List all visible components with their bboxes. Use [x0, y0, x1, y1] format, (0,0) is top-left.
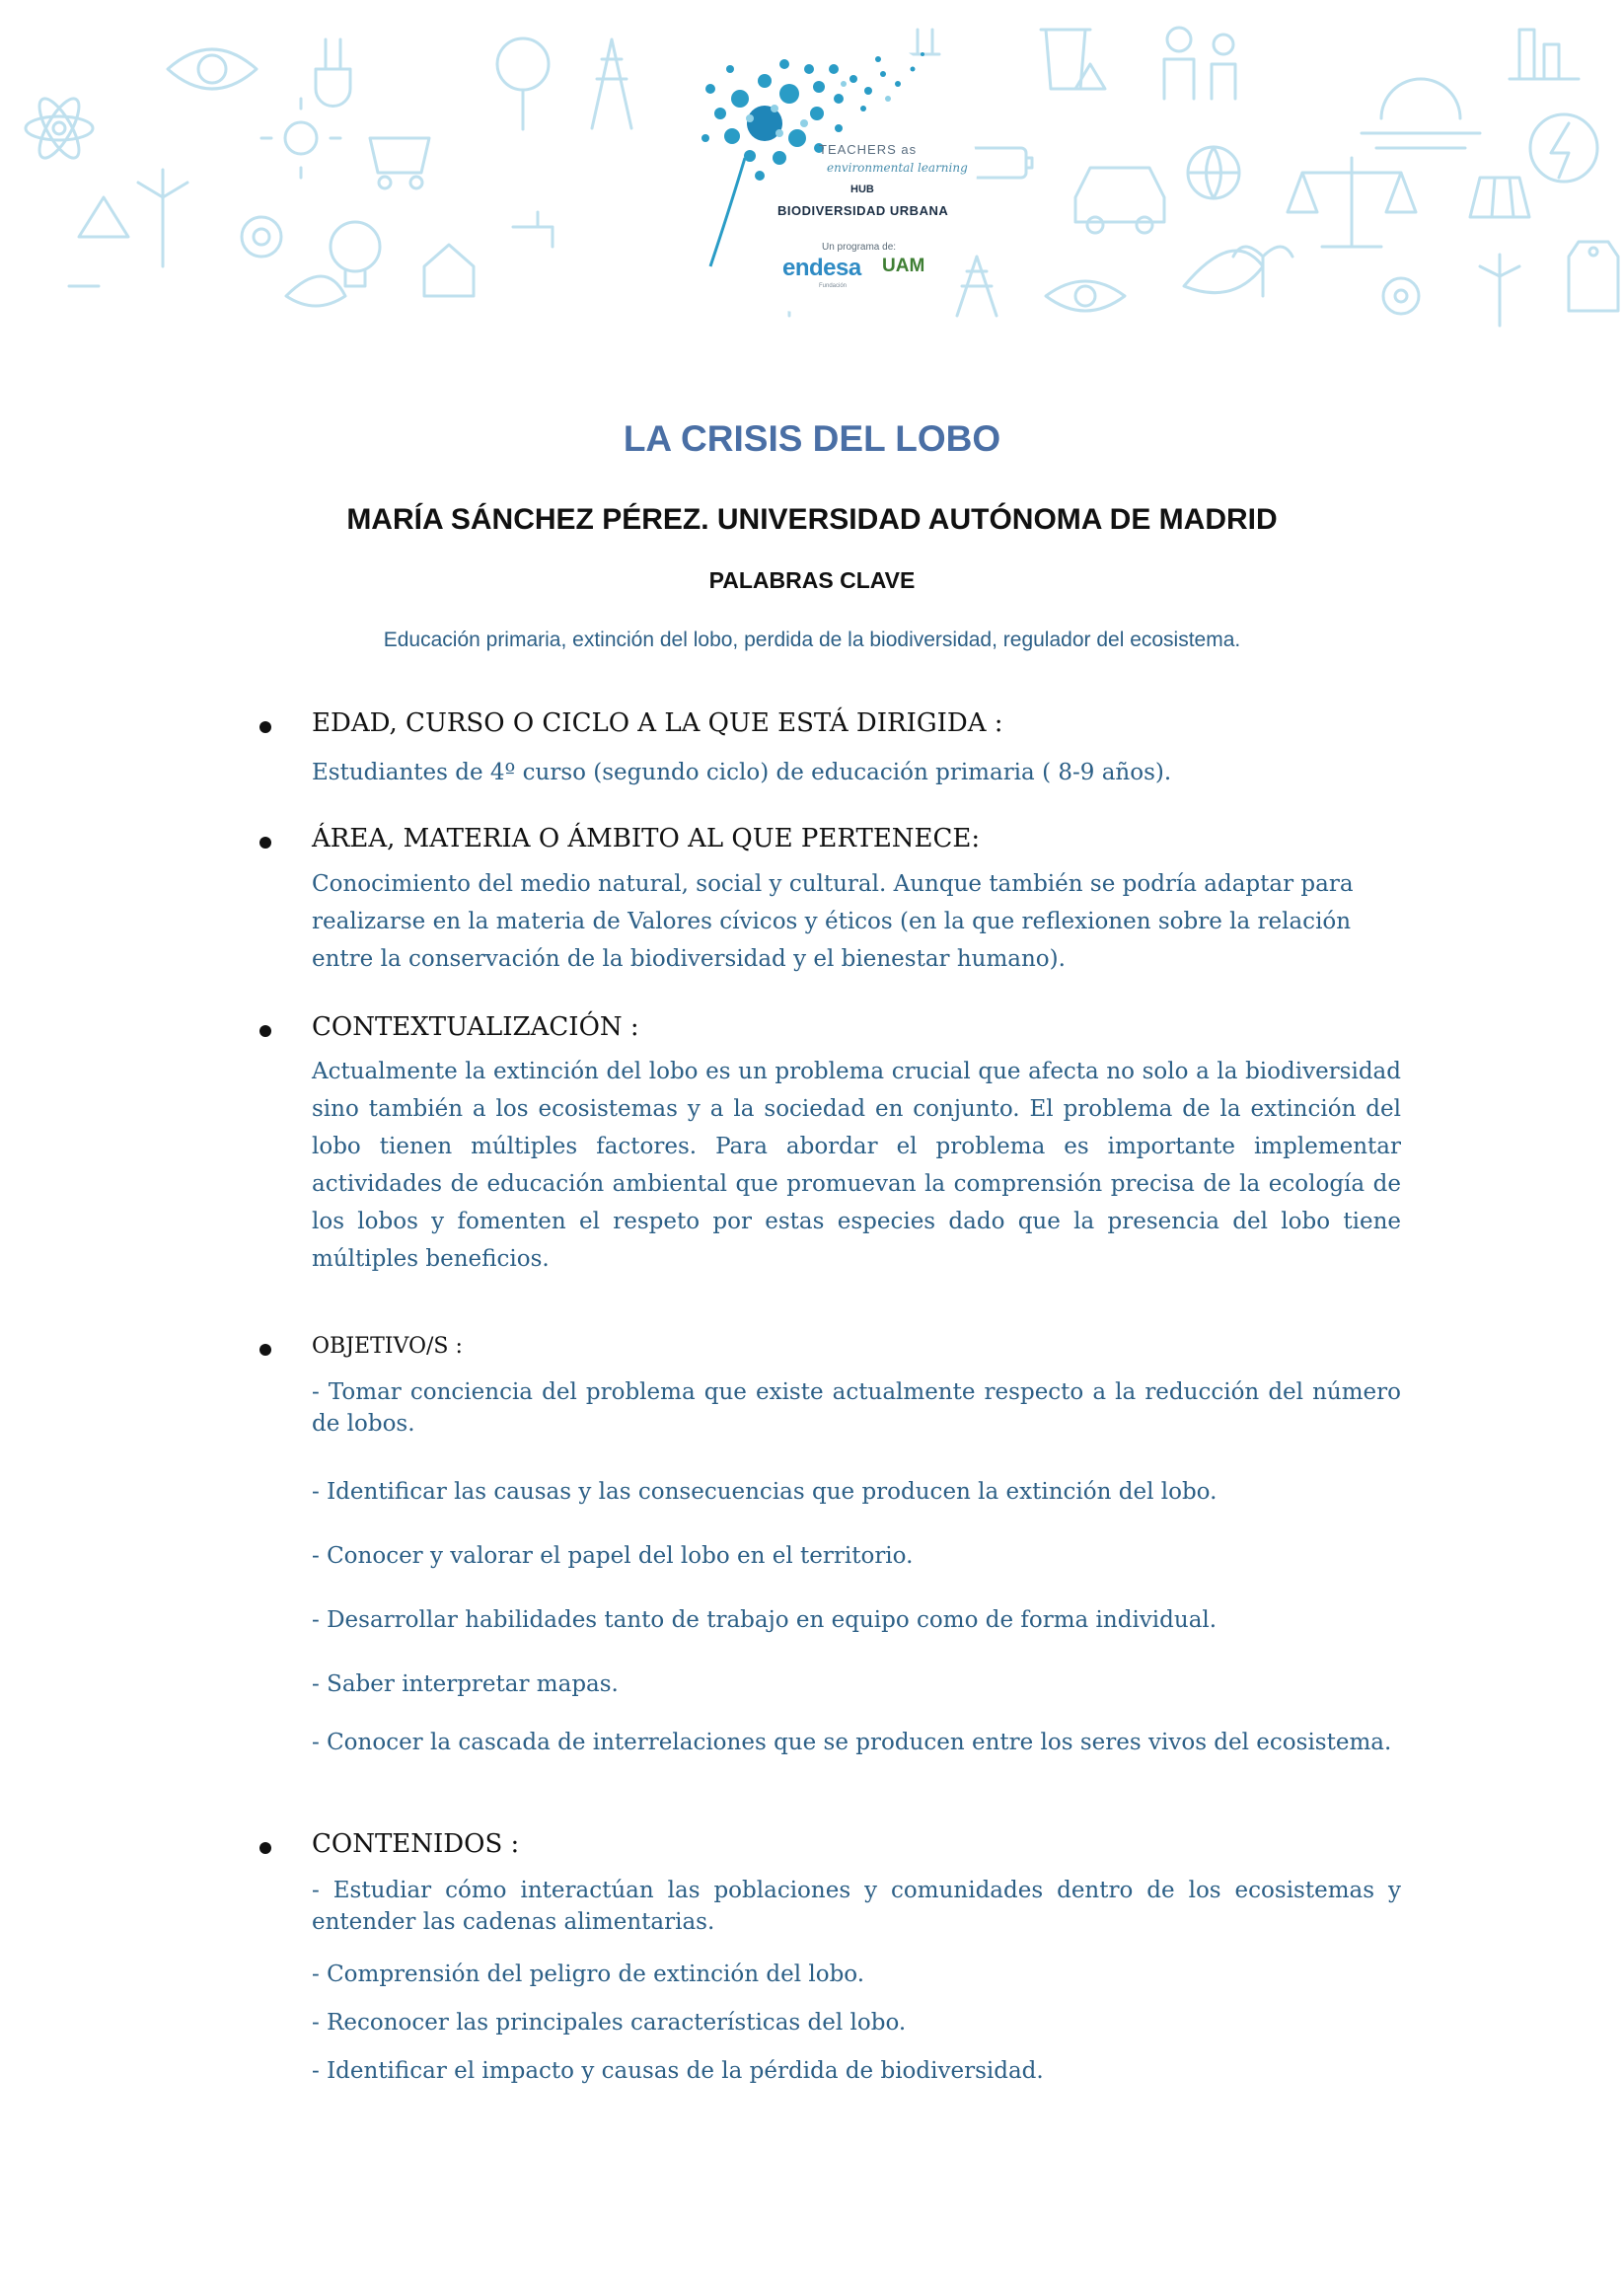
section-heading-area: ÁREA, MATERIA O ÁMBITO AL QUE PERTENECE: — [312, 824, 981, 853]
bulb-icon — [331, 222, 380, 286]
objetivo-item: - Saber interpretar mapas. — [312, 1671, 619, 1697]
bullet-icon — [259, 1344, 271, 1356]
objetivo-item: - Tomar conciencia del problema que existe actualmente respecto a la reducción del número de lobos. — [312, 1379, 1401, 1437]
leaf-icon-2 — [1184, 251, 1263, 293]
globe-icon — [1188, 147, 1239, 198]
section-body-edad: Estudiantes de 4º curso (segundo ciclo) de educación primaria ( 8-9 años). — [312, 760, 1172, 785]
logo-teachers-text: TEACHERS as — [819, 142, 918, 157]
bullet-icon — [259, 1842, 271, 1854]
section-heading-objetivos: OBJETIVO/S : — [312, 1334, 463, 1359]
bullet-icon — [259, 837, 271, 849]
endesa-logo: endesa — [782, 255, 861, 281]
section-heading-edad: EDAD, CURSO O CICLO A LA QUE ESTÁ DIRIGIDA : — [312, 708, 1003, 738]
sun-icon — [261, 99, 340, 178]
contenido-item: - Estudiar cómo interactúan las poblaciones y comunidades dentro de los ecosistemas y entender las cadenas alimentarias. — [312, 1878, 1401, 1935]
leaf-icon — [286, 276, 345, 306]
plant-icon — [1233, 247, 1292, 296]
section-heading-contenidos: CONTENIDOS : — [312, 1829, 520, 1859]
logo-environmental-text: environmental learning — [827, 161, 968, 175]
keywords-heading: PALABRAS CLAVE — [708, 567, 916, 593]
document-author: MARÍA SÁNCHEZ PÉREZ. UNIVERSIDAD AUTÓNOMA DE MADRID — [346, 503, 1278, 536]
uam-logo: UAM — [882, 256, 925, 276]
logo-program-title: BIODIVERSIDAD URBANA — [777, 203, 949, 218]
car-icon — [1075, 168, 1164, 233]
factory-icon — [1510, 30, 1579, 79]
bullet-icon — [259, 1025, 271, 1037]
header-banner — [0, 0, 1624, 340]
bullet-icon — [259, 721, 271, 733]
gear-icon — [242, 217, 281, 257]
house-icon — [424, 245, 474, 296]
objetivo-item: - Identificar las causas y las consecuencias que producen la extinción del lobo. — [312, 1479, 1218, 1505]
lightning-icon — [1530, 114, 1597, 182]
eye-icon — [168, 49, 257, 89]
trash-icon — [1041, 30, 1090, 89]
objetivo-item: - Conocer y valorar el papel del lobo en el territorio. — [312, 1543, 914, 1569]
atom-icon — [26, 94, 93, 164]
objetivo-item: - Desarrollar habilidades tanto de trabajo en equipo como de forma individual. — [312, 1607, 1218, 1633]
gear-icon-2 — [1383, 278, 1419, 314]
section-body-area: Conocimiento del medio natural, social y cultural. Aunque también se podría adaptar para realizarse en la materia de Valores cívicos y éticos (en la que reflexionen sobre la relación entre la conservación de la biodiversidad y el bienestar humano). — [312, 871, 1354, 972]
faucet-icon — [513, 212, 553, 247]
contenido-item: - Comprensión del peligro de extinción del lobo. — [312, 1962, 865, 1987]
document-title: LA CRISIS DEL LOBO — [623, 418, 1001, 459]
eye-icon-2 — [1046, 281, 1125, 311]
keywords-text: Educación primaria, extinción del lobo, perdida de la biodiversidad, regulador del ecosistema. — [383, 629, 1241, 651]
turbine-icon-2 — [1480, 255, 1519, 326]
logo-program-by: Un programa de: — [822, 242, 897, 253]
people-icon — [1164, 28, 1235, 99]
logo-hub-text: HUB — [850, 184, 874, 195]
contenido-item: - Identificar el impacto y causas de la pérdida de biodiversidad. — [312, 2058, 1044, 2084]
plug-icon — [316, 39, 350, 107]
recycle-icon — [69, 197, 128, 286]
endesa-logo-sub: Fundación — [819, 283, 848, 289]
scales-icon — [1288, 158, 1416, 247]
wind-turbine-icon — [138, 170, 187, 266]
objetivo-item: - Conocer la cascada de interrelaciones que se producen entre los seres vivos del ecosistema. — [312, 1730, 1392, 1755]
cart-icon — [370, 138, 429, 188]
tree-icon — [497, 38, 549, 129]
section-body-contexto: Actualmente la extinción del lobo es un problema crucial que afecta no solo a la biodiversidad sino también a los ecosistemas y a la sociedad en conjunto. El problema de la extinción del lobo tienen múltiples factores. Para abordar el problema es importante implementar actividades de educación ambiental que promuevan la comprensión precisa de la ecología de los lobos y fomenten el respeto por estas especies dado que la presencia del lobo tiene múltiples beneficios. — [312, 1059, 1401, 1272]
solar-icon — [1470, 178, 1529, 217]
contenido-item: - Reconocer las principales características del lobo. — [312, 2010, 907, 2036]
section-heading-contexto: CONTEXTUALIZACIÓN : — [312, 1012, 639, 1042]
tag-icon — [1569, 242, 1618, 311]
tower-icon — [592, 39, 631, 128]
pylon-icon — [957, 257, 997, 316]
sunset-icon — [1362, 79, 1480, 148]
